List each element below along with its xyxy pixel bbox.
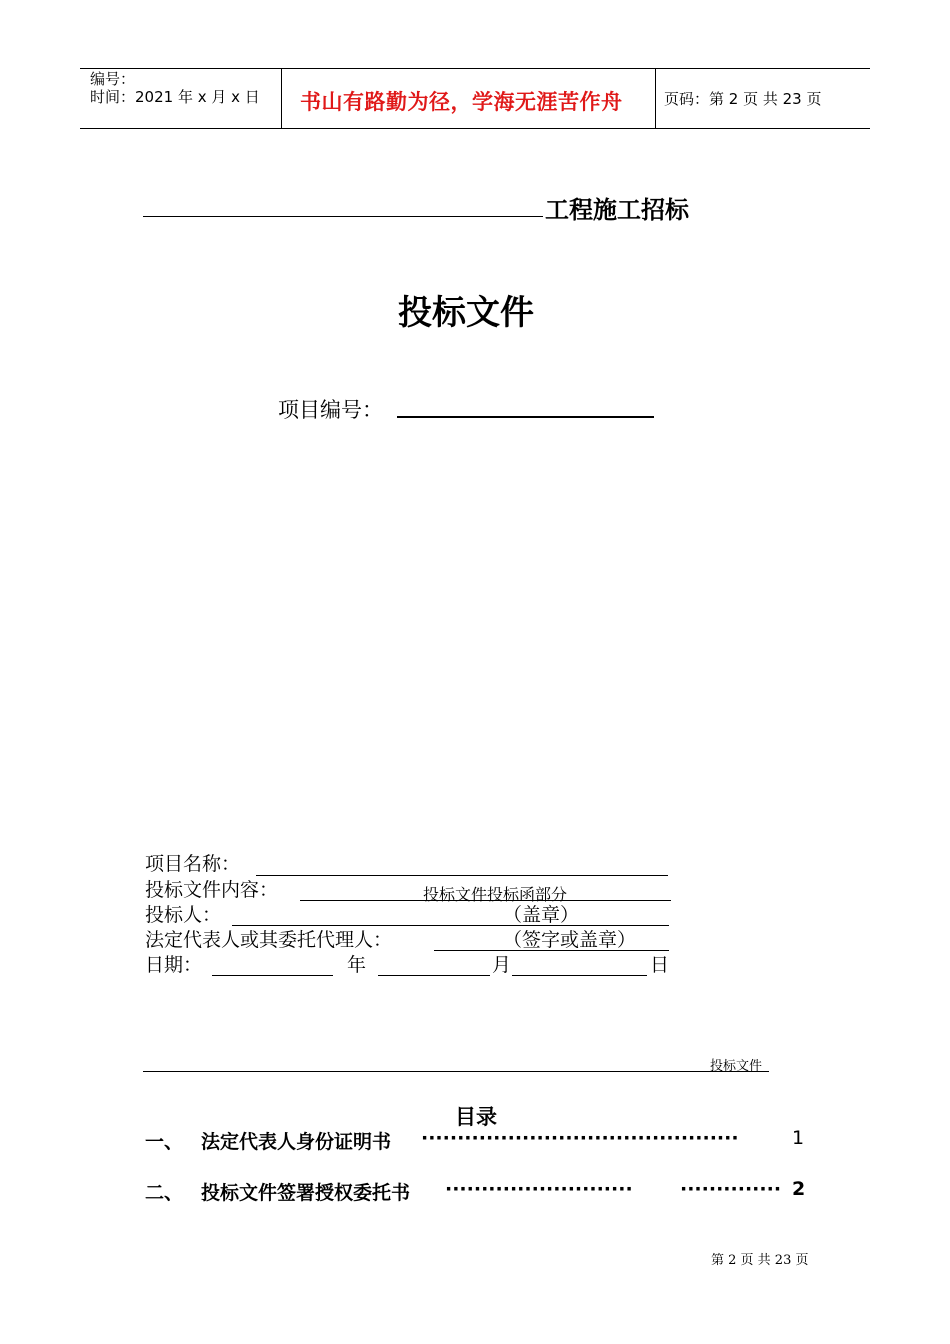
toc-title: 目录 (455, 1105, 497, 1129)
running-header-rule (143, 1071, 769, 1072)
header-time-label: 时间：2021 年 x 月 x 日 (90, 88, 260, 106)
header-number-label: 编号： (90, 70, 136, 88)
toc-item-1-num: 一、 (145, 1131, 184, 1153)
info-project-name-label: 项目名称： (145, 853, 241, 875)
footer-page-number: 第 2 页 共 23 页 (711, 1253, 809, 1268)
toc-item-2-text: 投标文件签署授权委托书 (201, 1182, 411, 1204)
header-motto: 书山有路勤为径，学海无涯苦作舟 (300, 89, 623, 114)
info-day-label: 日 (650, 954, 670, 976)
info-month-label: 月 (492, 954, 512, 976)
header-page-label: 页码：第 2 页 共 23 页 (664, 90, 822, 108)
header-divider-1 (281, 68, 282, 129)
info-date-blank-3 (512, 975, 647, 976)
info-bidder-blank (232, 925, 669, 926)
info-rep-label: 法定代表人或其委托代理人： (145, 929, 393, 951)
header-bottom-rule (80, 128, 870, 129)
header-divider-2 (655, 68, 656, 129)
info-date-label: 日期： (145, 954, 203, 976)
info-bidder-label: 投标人： (145, 904, 222, 926)
header-top-rule (80, 68, 870, 69)
info-rep-note: （签字或盖章） (503, 929, 637, 951)
info-date-blank-1 (212, 975, 333, 976)
info-project-name-blank (256, 875, 668, 876)
project-number-label: 项目编号： (278, 398, 383, 422)
project-name-blank (143, 216, 543, 217)
toc-item-2-num: 二、 (145, 1182, 184, 1204)
toc-item-1-dots: ············································ (421, 1127, 739, 1149)
document-title: 投标文件 (398, 293, 534, 333)
info-content-label: 投标文件内容： (145, 879, 279, 901)
toc-item-2-dots: ·························· (445, 1178, 633, 1200)
running-header-text: 投标文件 (710, 1059, 763, 1074)
info-rep-blank (434, 950, 669, 951)
info-year-label: 年 (347, 954, 367, 976)
toc-item-2-dots-2: ·············· (680, 1178, 782, 1200)
project-number-blank (397, 416, 654, 418)
toc-item-2-page: 2 (792, 1178, 806, 1200)
info-date-blank-2 (378, 975, 490, 976)
info-bidder-note: （盖章） (503, 904, 580, 926)
toc-item-1-text: 法定代表人身份证明书 (201, 1131, 392, 1153)
info-content-blank (300, 900, 671, 901)
info-content-value: 投标文件投标函部分 (423, 885, 568, 904)
project-tender-title: 工程施工招标 (545, 196, 689, 224)
toc-item-1-page: 1 (792, 1127, 805, 1149)
